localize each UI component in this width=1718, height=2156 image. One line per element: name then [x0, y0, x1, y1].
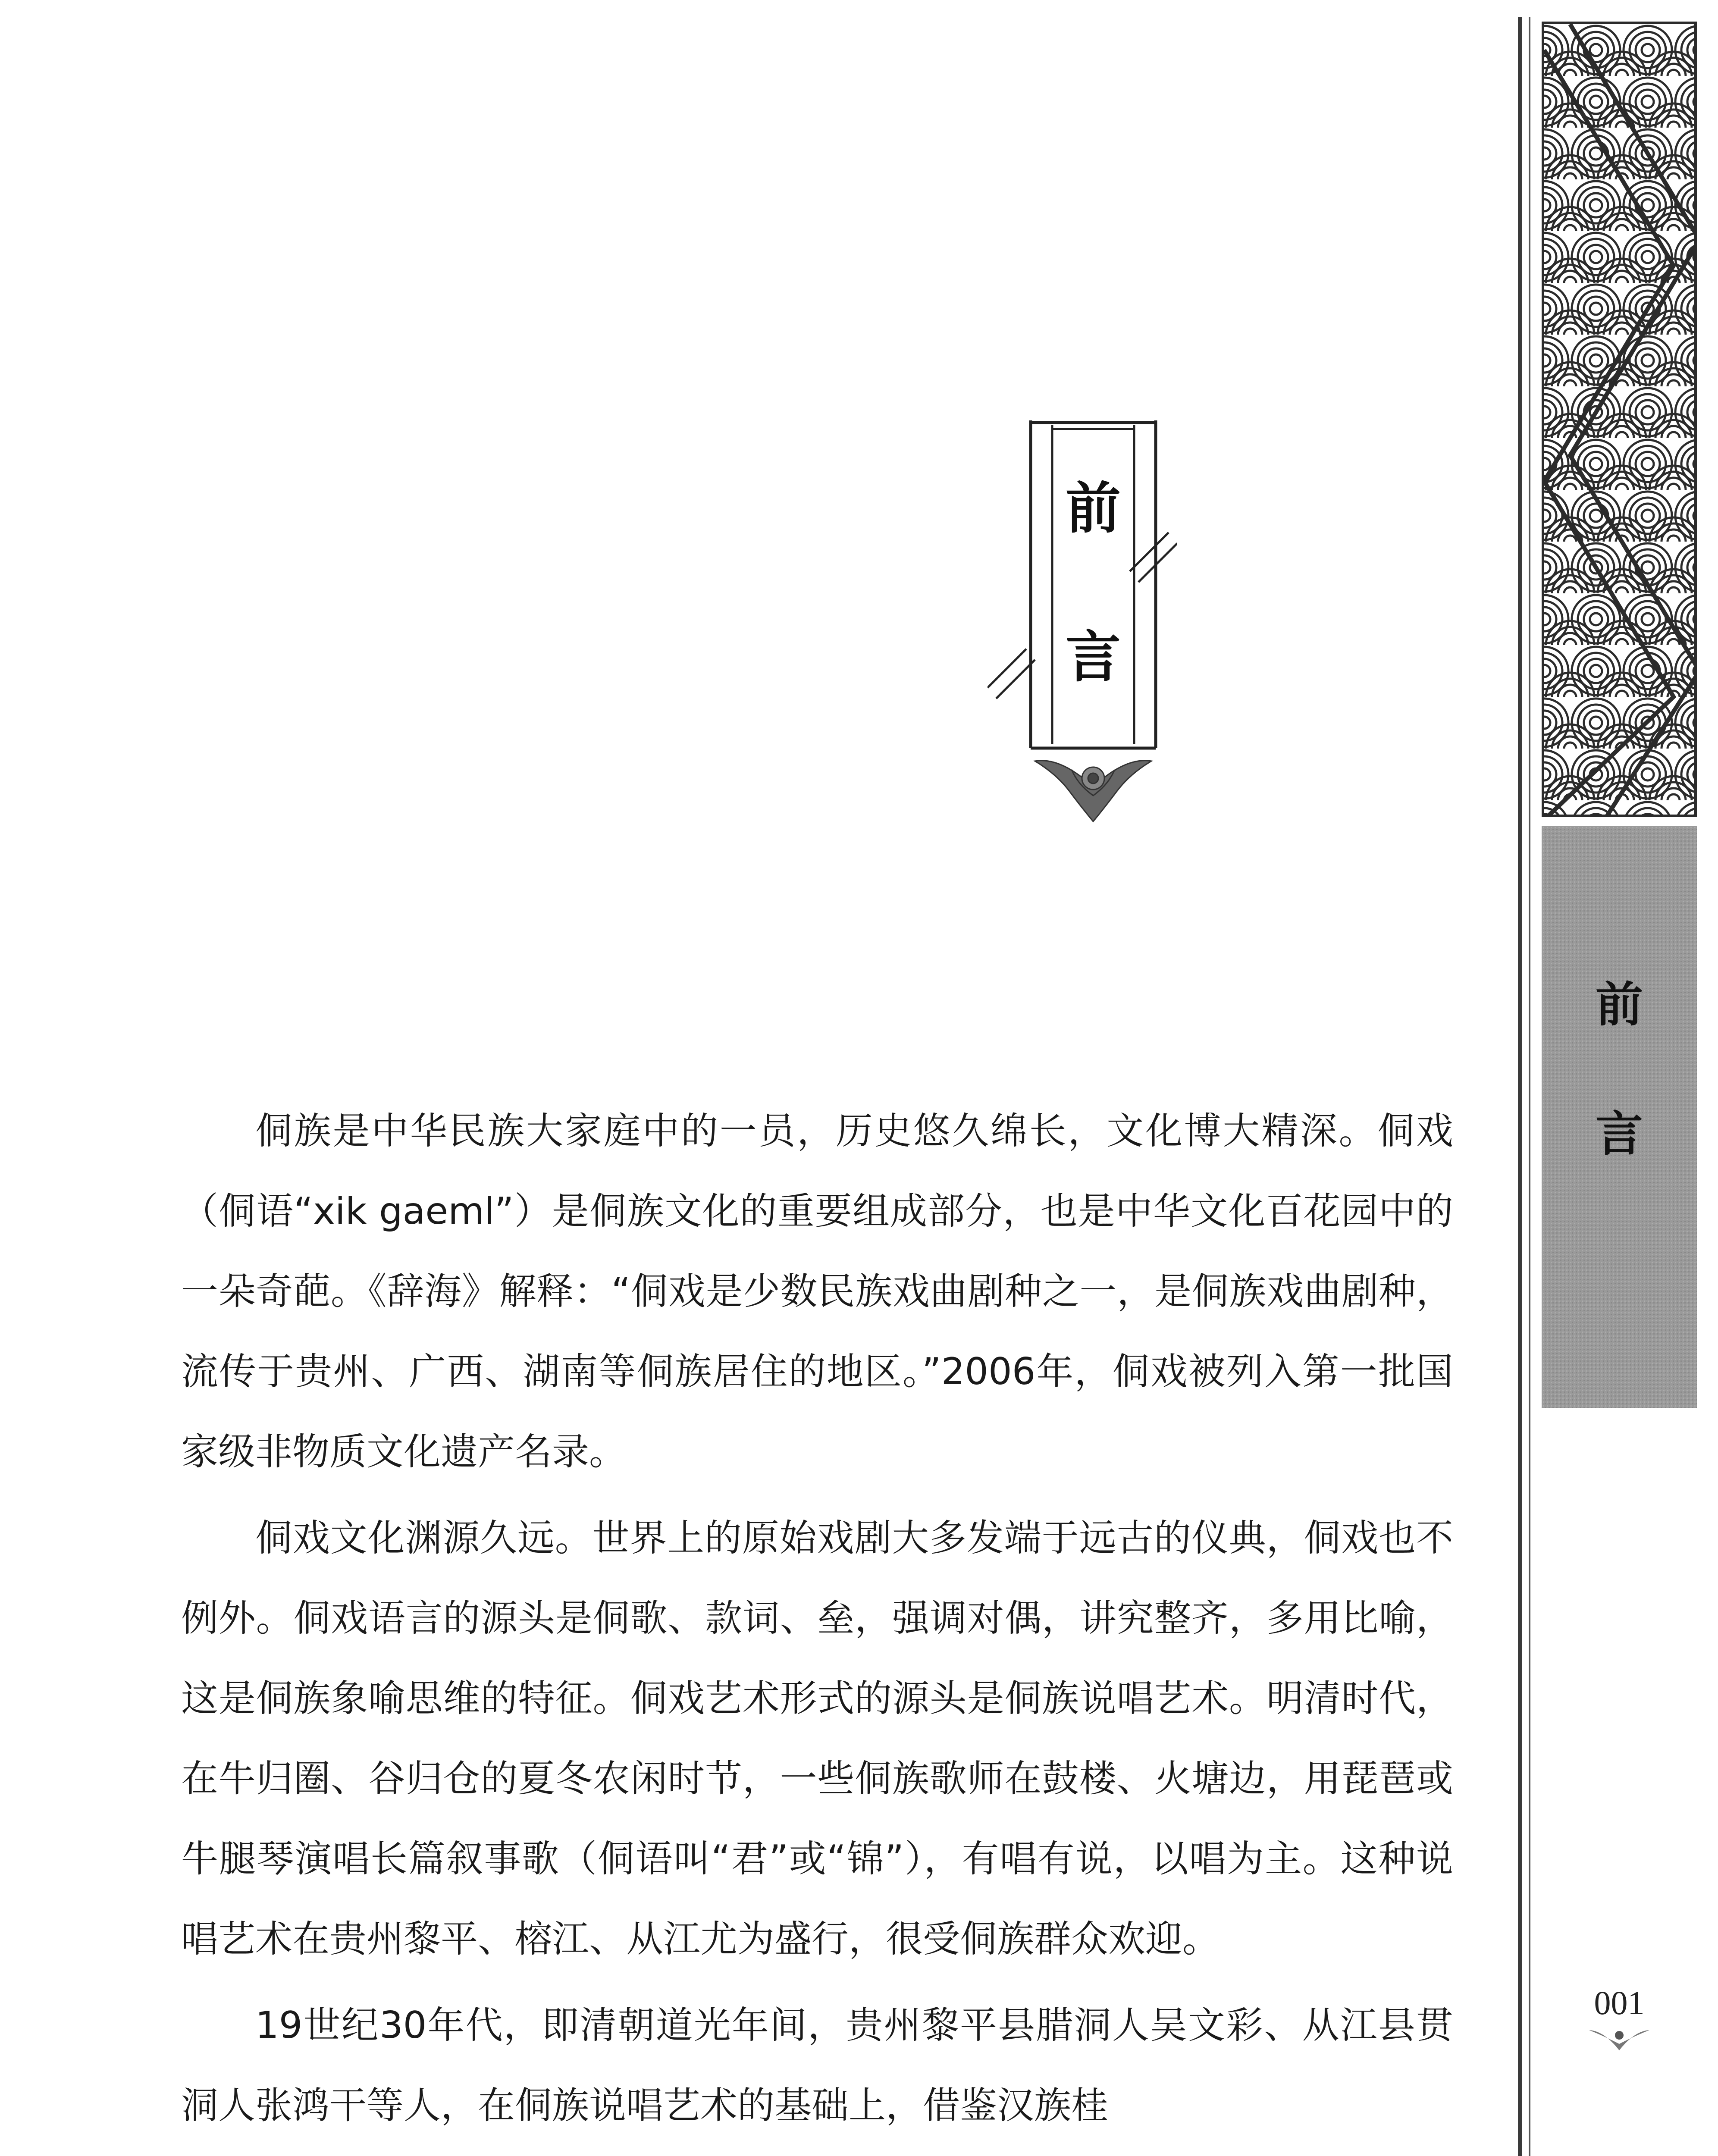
title-char-1: 前	[1065, 476, 1121, 541]
chapter-title	[988, 420, 1177, 826]
title-ornament-icon	[1035, 761, 1151, 821]
chapter-tab-char-2: 言	[1596, 1106, 1643, 1162]
title-char-2: 言	[1065, 625, 1121, 689]
paragraph: 19世纪30年代，即清朝道光年间，贵州黎平县腊洞人吴文彩、从江县贯洞人张鸿干等人，在侗族说唱艺术的基础上，借鉴汉族桂	[181, 2004, 1453, 2127]
margin-rule	[1518, 17, 1522, 2156]
cloud-pattern-ornament	[1542, 22, 1697, 817]
body-text	[181, 1091, 1453, 2152]
chapter-tab-char-1: 前	[1596, 977, 1643, 1032]
paragraph: 侗族是中华民族大家庭中的一员，历史悠久绵长，文化博大精深。侗戏（侗语“xik gaeml”）是侗族文化的重要组成部分，也是中华文化百花园中的一朵奇葩。《辞海》解释：“侗戏是少数民族戏曲剧种之一，是侗族戏曲剧种，流传于贵州、广西、湖南等侗族居住的地区。”2006年，侗戏被列入第一批国家级非物质文化遗产名录。	[181, 1109, 1453, 1473]
chapter-tab	[1542, 826, 1697, 1408]
paragraph: 侗戏文化渊源久远。世界上的原始戏剧大多发端于远古的仪典，侗戏也不例外。侗戏语言的源头是侗歌、款词、垒，强调对偶，讲究整齐，多用比喻，这是侗族象喻思维的特征。侗戏艺术形式的源头是侗族说唱艺术。明清时代，在牛归圈、谷归仓的夏冬农闲时节，一些侗族歌师在鼓楼、火塘边，用琵琶或牛腿琴演唱长篇叙事歌（侗语叫“君”或“锦”），有唱有说，以唱为主。这种说唱艺术在贵州黎平、榕江、从江尤为盛行，很受侗族群众欢迎。	[181, 1517, 1453, 1961]
page-number-ornament-icon	[1587, 2027, 1652, 2053]
margin-rule-inner	[1529, 17, 1530, 2156]
page-number: 001	[1594, 1984, 1645, 2021]
